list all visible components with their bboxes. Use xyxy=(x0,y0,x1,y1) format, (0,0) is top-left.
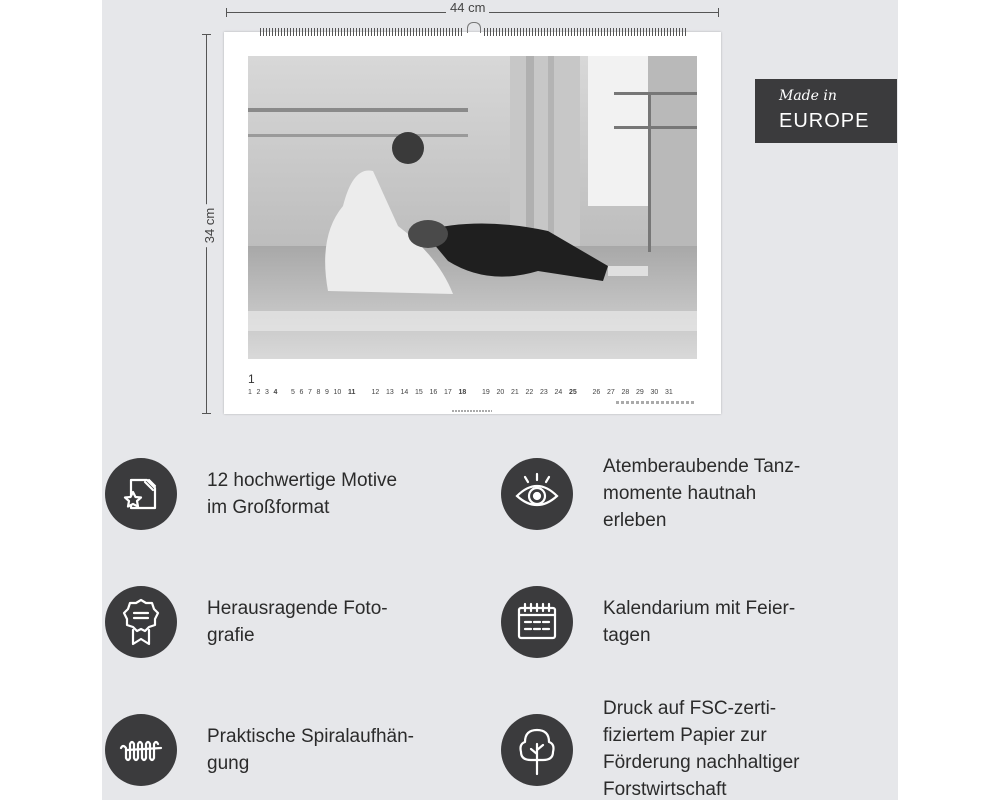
month-number: 1 xyxy=(248,372,255,386)
eye-icon xyxy=(501,458,573,530)
calendar-day: 24 xyxy=(554,389,563,396)
height-label: 34 cm xyxy=(200,204,219,247)
calendar-day: 5 xyxy=(291,389,295,396)
made-in-label: Made in xyxy=(779,88,837,104)
calendar-day: 23 xyxy=(540,389,548,396)
feature-text-spiralaufhaengung: Praktische Spiralaufhän- gung xyxy=(207,726,414,774)
calendar-icon xyxy=(501,586,573,658)
calendar-preview xyxy=(224,32,721,414)
calendar-day: 7 xyxy=(308,389,312,396)
calendar-day: 15 xyxy=(415,389,423,396)
calendar-day: 18 xyxy=(458,389,467,396)
spiral-binding-left xyxy=(260,28,464,36)
calendar-day: 9 xyxy=(325,389,329,396)
calendar-day: 13 xyxy=(386,389,394,396)
spiral-binding-right xyxy=(484,28,686,36)
holiday-notes xyxy=(616,401,696,404)
calendar-day: 6 xyxy=(299,389,304,396)
calendar-day: 22 xyxy=(525,389,534,396)
calendar-day: 10 xyxy=(333,389,342,396)
feature-text-fsc: Druck auf FSC-zerti- fiziertem Papier zur Förderung nachhaltiger Forstwirtschaft xyxy=(603,698,800,800)
calendar-day: 26 xyxy=(592,389,601,396)
calendar-day: 1 xyxy=(248,389,252,396)
calendar-day: 11 xyxy=(348,389,356,396)
calendar-day: 25 xyxy=(569,389,577,396)
calendar-day: 4 xyxy=(273,389,278,396)
calendar-day: 21 xyxy=(511,389,519,396)
feature-text-kalendarium: Kalendarium mit Feier- tagen xyxy=(603,598,796,646)
made-in-europe-badge xyxy=(755,79,897,143)
feature-text-fotografie: Herausragende Foto- grafie xyxy=(207,598,388,646)
award-ribbon-icon xyxy=(105,586,177,658)
feature-text-tanzmomente: Atemberaubende Tanz- momente hautnah erleben xyxy=(603,456,801,531)
europe-label: EUROPE xyxy=(779,110,870,132)
copyright-line xyxy=(452,410,492,412)
hanger-hook xyxy=(467,22,481,33)
calendar-day: 8 xyxy=(316,389,321,396)
calendar-day: 17 xyxy=(444,389,452,396)
tree-icon xyxy=(501,714,573,786)
calendar-photo xyxy=(248,56,697,359)
calendar-day: 29 xyxy=(636,389,644,396)
calendar-day: 3 xyxy=(265,389,269,396)
calendar-day: 19 xyxy=(482,389,490,396)
calendar-day: 12 xyxy=(371,389,380,396)
calendar-day: 30 xyxy=(650,389,659,396)
calendar-day: 14 xyxy=(400,389,409,396)
image-star-icon xyxy=(105,458,177,530)
calendar-day: 27 xyxy=(607,389,615,396)
feature-text-motive: 12 hochwertige Motive im Großformat xyxy=(207,470,398,518)
width-label: 44 cm xyxy=(446,0,489,15)
calendar-day: 31 xyxy=(665,389,673,396)
calendar-day: 16 xyxy=(429,389,438,396)
calendar-day: 20 xyxy=(496,389,505,396)
calendar-day: 28 xyxy=(621,389,630,396)
spiral-binding-icon xyxy=(105,714,177,786)
calendar-day: 2 xyxy=(256,389,261,396)
